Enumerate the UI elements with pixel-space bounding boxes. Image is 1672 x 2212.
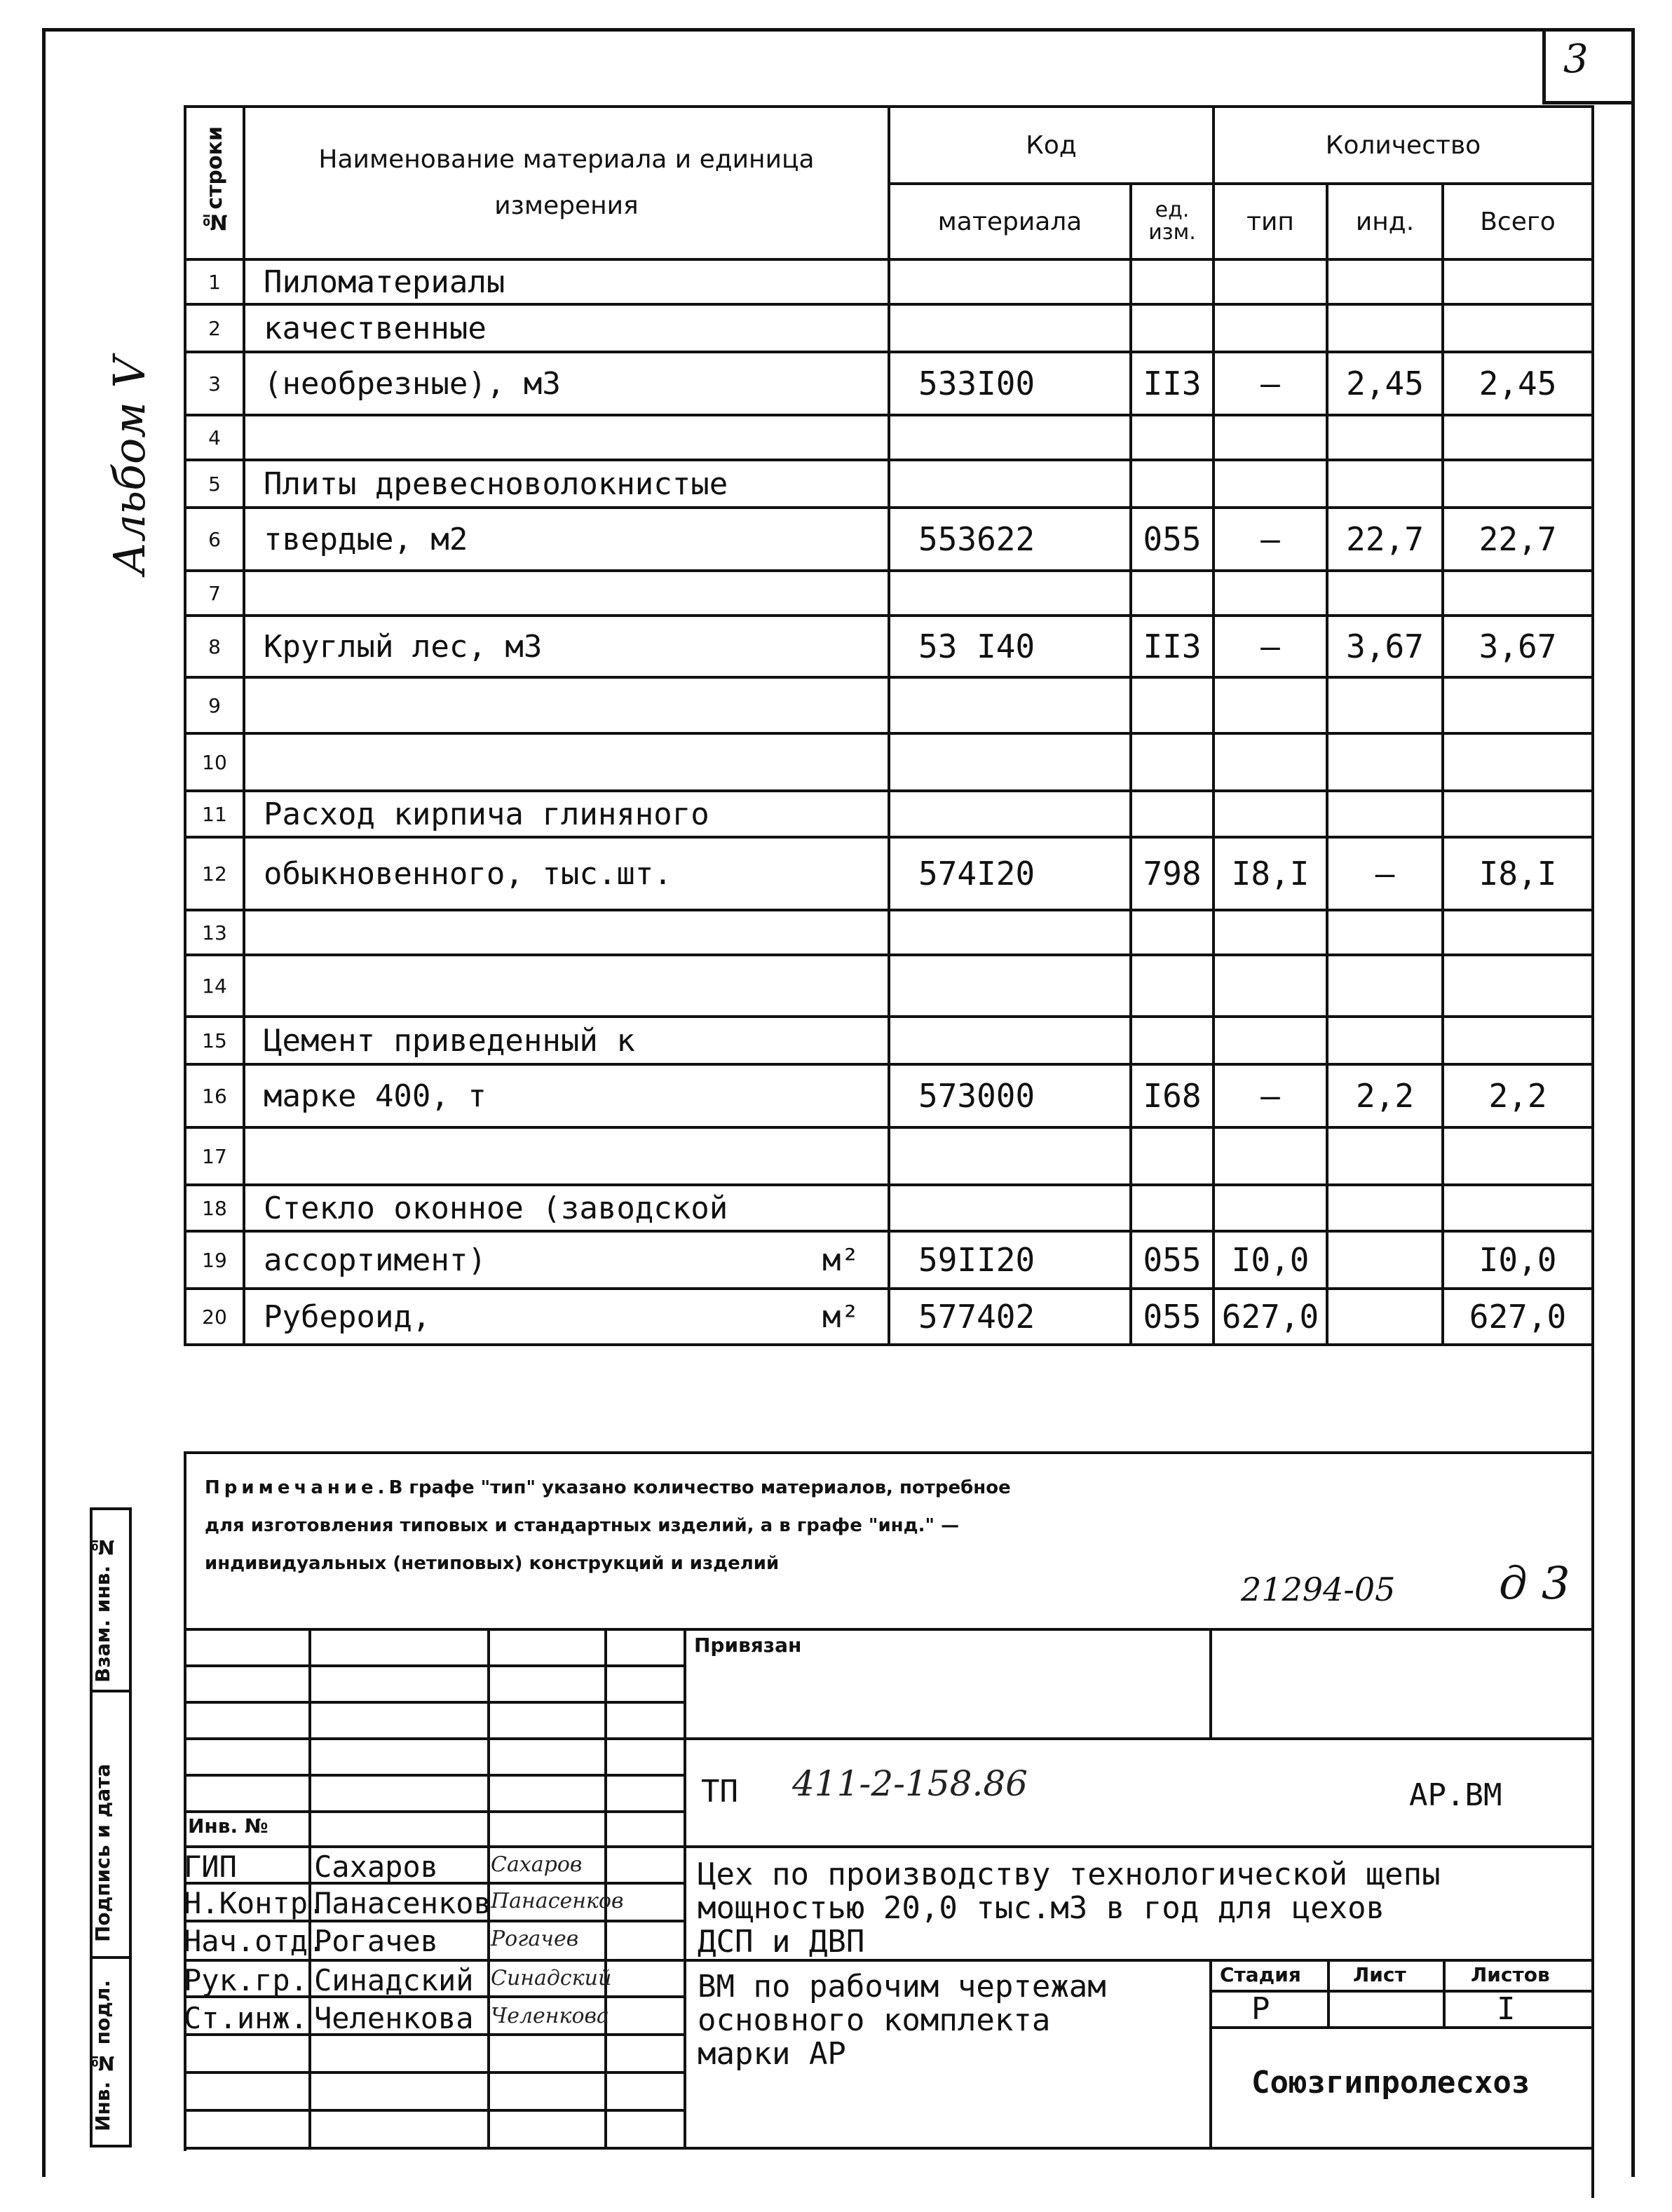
footnote	[205, 1469, 1046, 1582]
unit-code: II3	[1131, 352, 1214, 415]
material-name	[244, 1127, 889, 1185]
material-name	[244, 259, 889, 304]
header-code: Код	[889, 107, 1214, 184]
material-name	[244, 955, 889, 1017]
qty-type: I8,I	[1214, 837, 1327, 910]
table-row	[185, 415, 1593, 460]
table-row	[185, 304, 1593, 352]
qty-ind: –	[1327, 837, 1443, 910]
signatory-name: Сахаров	[314, 1850, 439, 1884]
unit-code	[1131, 955, 1214, 1017]
table-row	[185, 791, 1593, 837]
unit-code	[1131, 259, 1214, 304]
table-row	[185, 352, 1593, 415]
sheet-title-2: основного комплекта	[698, 2002, 1051, 2038]
qty-type	[1214, 304, 1327, 352]
row-number: 5	[185, 460, 244, 508]
unit-code	[1131, 304, 1214, 352]
unit-mark: м²	[822, 1298, 859, 1335]
qty-total: I0,0	[1443, 1231, 1593, 1289]
row-number: 1	[185, 259, 244, 304]
signature: Сахаров	[491, 1852, 583, 1877]
privyazan-label: Привязан	[694, 1634, 802, 1657]
signature: Челенкова	[491, 2004, 609, 2028]
row-number: 17	[185, 1127, 244, 1185]
material-name	[244, 304, 889, 352]
material-name	[244, 1185, 889, 1231]
inv-no-label: Инв. №	[188, 1814, 269, 1838]
header-ind: инд.	[1327, 184, 1443, 259]
material-name	[244, 1064, 889, 1127]
qty-ind	[1327, 571, 1443, 616]
table-row	[185, 1127, 1593, 1185]
material-code: 59II20	[889, 1231, 1131, 1289]
row-number: 10	[185, 733, 244, 791]
material-code: 577402	[889, 1289, 1131, 1345]
album-label: Альбом V	[104, 356, 155, 575]
material-code	[889, 733, 1131, 791]
signatory-role: Н.Контр.	[184, 1886, 326, 1920]
qty-type	[1214, 677, 1327, 733]
qty-total	[1443, 1185, 1593, 1231]
material-code	[889, 1017, 1131, 1064]
material-code: 573000	[889, 1064, 1131, 1127]
material-name	[244, 910, 889, 955]
qty-total	[1443, 460, 1593, 508]
row-number: 8	[185, 616, 244, 677]
footnote-title: Примечание.	[205, 1477, 389, 1498]
qty-type: –	[1214, 616, 1327, 677]
table-row	[185, 910, 1593, 955]
qty-ind	[1327, 1017, 1443, 1064]
qty-total: 2,45	[1443, 352, 1593, 415]
qty-total	[1443, 1017, 1593, 1064]
material-name	[244, 415, 889, 460]
material-name-text: (необрезные), м3	[264, 365, 561, 402]
unit-code: I68	[1131, 1064, 1214, 1127]
table-row	[185, 1231, 1593, 1289]
side-label-inv: Инв. № подл.	[91, 1980, 114, 2131]
material-code	[889, 304, 1131, 352]
unit-code: 798	[1131, 837, 1214, 910]
signatory-role: Рук.гр.	[184, 1963, 308, 1997]
title-line-2: мощностью 20,0 тыс.м3 в год для цехов	[698, 1890, 1385, 1926]
row-number: 9	[185, 677, 244, 733]
title-line-3: ДСП и ДВП	[698, 1924, 865, 1960]
qty-ind	[1327, 1289, 1443, 1345]
qty-type	[1214, 415, 1327, 460]
qty-type: –	[1214, 508, 1327, 571]
signatory-name: Синадский	[314, 1963, 474, 1997]
material-code	[889, 571, 1131, 616]
qty-type: 627,0	[1214, 1289, 1327, 1345]
sheet-title-1: ВМ по рабочим чертежам	[698, 1969, 1106, 2004]
material-name-text: Круглый лес, м3	[264, 628, 543, 665]
signatory-name: Челенкова	[314, 2001, 474, 2035]
qty-type	[1214, 259, 1327, 304]
sheets-value: I	[1497, 1991, 1516, 2027]
row-number: 4	[185, 415, 244, 460]
row-number: 15	[185, 1017, 244, 1064]
qty-ind: 3,67	[1327, 616, 1443, 677]
row-number: 12	[185, 837, 244, 910]
qty-type: –	[1214, 352, 1327, 415]
qty-ind	[1327, 791, 1443, 837]
table-row	[185, 733, 1593, 791]
qty-ind	[1327, 1231, 1443, 1289]
sheets-label: Листов	[1471, 1963, 1550, 1986]
material-name-text: Стекло оконное (заводской	[264, 1190, 728, 1226]
material-name	[244, 733, 889, 791]
qty-total: 627,0	[1443, 1289, 1593, 1345]
table-row	[185, 1064, 1593, 1127]
qty-ind	[1327, 955, 1443, 1017]
header-unit: ед. изм.	[1131, 184, 1214, 259]
qty-ind: 22,7	[1327, 508, 1443, 571]
material-name-text: Плиты древесноволокнистые	[264, 466, 728, 502]
table-row	[185, 460, 1593, 508]
row-number: 6	[185, 508, 244, 571]
qty-total	[1443, 791, 1593, 837]
material-name	[244, 460, 889, 508]
table-row	[185, 259, 1593, 304]
material-name	[244, 1017, 889, 1064]
header-total: Всего	[1443, 184, 1593, 259]
row-number: 11	[185, 791, 244, 837]
unit-mark: м²	[822, 1242, 859, 1278]
row-number: 13	[185, 910, 244, 955]
material-code	[889, 955, 1131, 1017]
qty-total	[1443, 571, 1593, 616]
material-code	[889, 1185, 1131, 1231]
unit-code	[1131, 1185, 1214, 1231]
material-name-text: Расход кирпича глиняного	[264, 796, 709, 832]
row-number: 3	[185, 352, 244, 415]
material-name	[244, 571, 889, 616]
header-name: Наименование материала и единица измерения	[244, 107, 889, 259]
qty-ind	[1327, 259, 1443, 304]
material-code	[889, 460, 1131, 508]
signature: Панасенков	[491, 1889, 624, 1913]
qty-total: 3,67	[1443, 616, 1593, 677]
material-name	[244, 508, 889, 571]
row-number: 14	[185, 955, 244, 1017]
material-name-text: ассортимент)	[264, 1242, 487, 1278]
material-name	[244, 616, 889, 677]
unit-code	[1131, 910, 1214, 955]
qty-ind	[1327, 304, 1443, 352]
material-code	[889, 259, 1131, 304]
unit-code	[1131, 415, 1214, 460]
unit-code	[1131, 1017, 1214, 1064]
material-code: 533I00	[889, 352, 1131, 415]
unit-code	[1131, 791, 1214, 837]
document-mark: д 3	[1499, 1558, 1570, 1610]
material-code	[889, 791, 1131, 837]
qty-total	[1443, 733, 1593, 791]
qty-total: I8,I	[1443, 837, 1593, 910]
material-code	[889, 677, 1131, 733]
doc-code: АР.ВМ	[1409, 1777, 1502, 1813]
material-name	[244, 352, 889, 415]
material-name-text: Рубероид,	[264, 1298, 431, 1335]
material-code: 53 I40	[889, 616, 1131, 677]
material-name-text: твердые, м2	[264, 521, 468, 557]
header-type: тип	[1214, 184, 1327, 259]
table-row	[185, 1289, 1593, 1345]
qty-ind: 2,2	[1327, 1064, 1443, 1127]
qty-type	[1214, 910, 1327, 955]
stage-value: Р	[1251, 1991, 1270, 2027]
table-row	[185, 1185, 1593, 1231]
signatory-role: ГИП	[184, 1850, 237, 1884]
qty-total	[1443, 259, 1593, 304]
table-body	[185, 259, 1593, 1345]
qty-type: –	[1214, 1064, 1327, 1127]
sheet-title-3: марки АР	[698, 2036, 846, 2072]
unit-code: 055	[1131, 1231, 1214, 1289]
side-label-vzam: Взам. инв. №	[91, 1535, 114, 1683]
qty-ind	[1327, 910, 1443, 955]
material-name	[244, 677, 889, 733]
qty-type	[1214, 1185, 1327, 1231]
qty-total	[1443, 910, 1593, 955]
signatory-name: Панасенков	[314, 1886, 491, 1920]
table-row	[185, 616, 1593, 677]
qty-total	[1443, 955, 1593, 1017]
unit-code: 055	[1131, 1289, 1214, 1345]
material-code	[889, 1127, 1131, 1185]
material-name-text: качественные	[264, 310, 487, 346]
sheet-label: Лист	[1353, 1963, 1406, 1986]
table-row	[185, 837, 1593, 910]
row-number: 19	[185, 1231, 244, 1289]
table-row	[185, 508, 1593, 571]
qty-total	[1443, 415, 1593, 460]
material-name	[244, 791, 889, 837]
material-name	[244, 837, 889, 910]
material-code	[889, 415, 1131, 460]
qty-type	[1214, 791, 1327, 837]
qty-total: 22,7	[1443, 508, 1593, 571]
materials-table	[184, 105, 1594, 1346]
qty-ind	[1327, 1127, 1443, 1185]
table-row	[185, 955, 1593, 1017]
side-label-podpis: Подпись и дата	[91, 1763, 114, 1942]
material-name	[244, 1289, 889, 1345]
row-number: 20	[185, 1289, 244, 1345]
unit-code	[1131, 733, 1214, 791]
unit-code: II3	[1131, 616, 1214, 677]
unit-code	[1131, 1127, 1214, 1185]
qty-ind	[1327, 415, 1443, 460]
qty-ind	[1327, 733, 1443, 791]
qty-ind	[1327, 460, 1443, 508]
row-number: 18	[185, 1185, 244, 1231]
qty-type	[1214, 955, 1327, 1017]
qty-total: 2,2	[1443, 1064, 1593, 1127]
project-number: 411-2-158.86	[792, 1763, 1028, 1804]
title-line-1: Цех по производству технологической щепы	[698, 1857, 1441, 1892]
qty-type	[1214, 733, 1327, 791]
material-name-text: Пиломатериалы	[264, 264, 505, 300]
table-row	[185, 571, 1593, 616]
signatory-role: Нач.отд.	[184, 1924, 326, 1958]
signatory-name: Рогачев	[314, 1924, 439, 1958]
organization: Союзгипролесхоз	[1251, 2065, 1530, 2101]
qty-total	[1443, 304, 1593, 352]
stage-label: Стадия	[1220, 1963, 1301, 1986]
qty-total	[1443, 1127, 1593, 1185]
qty-ind	[1327, 677, 1443, 733]
material-code: 553622	[889, 508, 1131, 571]
qty-type	[1214, 571, 1327, 616]
qty-type	[1214, 1127, 1327, 1185]
material-name-text: обыкновенного, тыс.шт.	[264, 855, 672, 892]
unit-code	[1131, 460, 1214, 508]
material-name-text: Цемент приведенный к	[264, 1022, 635, 1059]
material-code: 574I20	[889, 837, 1131, 910]
header-row-no: №строки	[185, 107, 244, 259]
qty-ind: 2,45	[1327, 352, 1443, 415]
signatory-role: Ст.инж.	[184, 2001, 308, 2035]
table-row	[185, 1017, 1593, 1064]
material-name-text: марке 400, т	[264, 1078, 487, 1114]
header-quantity: Количество	[1214, 107, 1593, 184]
qty-type: I0,0	[1214, 1231, 1327, 1289]
table-row	[185, 677, 1593, 733]
material-name	[244, 1231, 889, 1289]
material-code	[889, 910, 1131, 955]
row-number: 16	[185, 1064, 244, 1127]
row-number: 2	[185, 304, 244, 352]
qty-type	[1214, 460, 1327, 508]
qty-total	[1443, 677, 1593, 733]
header-material: материала	[889, 184, 1131, 259]
unit-code	[1131, 571, 1214, 616]
project-code: ТП	[701, 1774, 738, 1810]
qty-type	[1214, 1017, 1327, 1064]
unit-code	[1131, 677, 1214, 733]
footnote-text: В графе "тип" указано количество материалов, потребное для изготовления типовых и стандартных изделий, а в графе "инд." — индивидуальных (нетиповых) конструкций и изделий	[205, 1477, 1011, 1574]
signature: Рогачев	[491, 1927, 579, 1951]
signature: Синадский	[491, 1966, 612, 1990]
qty-ind	[1327, 1185, 1443, 1231]
row-number: 7	[185, 571, 244, 616]
unit-code: 055	[1131, 508, 1214, 571]
document-number: 21294-05	[1241, 1570, 1396, 1608]
page-number: 3	[1563, 36, 1589, 82]
